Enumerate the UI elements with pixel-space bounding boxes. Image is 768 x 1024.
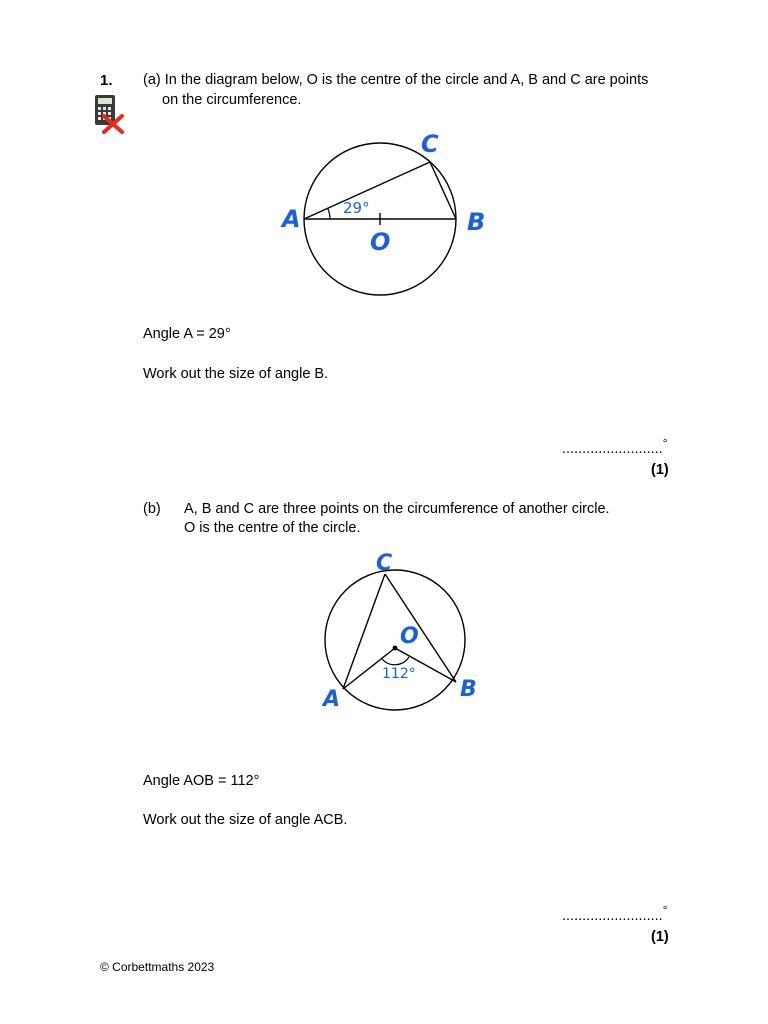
part-b-label: (b) [143,501,161,517]
answer-dots: ......................... [562,441,663,457]
footer-copyright: © Corbettmaths 2023 [100,960,215,974]
part-a-intro-line2: on the circumference. [162,92,302,108]
point-b-label: B [460,677,477,702]
angle-aob-label: 112° [382,666,416,682]
part-b-intro-line1: A, B and C are three points on the circumference of another circle. [184,501,610,517]
chord-cb [430,162,456,219]
part-b-intro-line2: O is the centre of the circle. [184,520,361,536]
part-a-intro-text: In the diagram below, O is the centre of the circle and A, B and C are points [164,72,649,88]
degree-symbol: ° [662,903,668,918]
question-number: 1. [100,72,113,89]
circle-b [325,570,465,710]
angle-a-arc [328,208,330,219]
part-a-label: (a) [143,72,161,88]
diagram-a [270,126,500,306]
part-a-marks: (1) [651,462,669,478]
point-o-label: O [400,624,419,649]
point-o-label: O [370,228,391,256]
part-a-intro-line1 [143,72,648,88]
calculator-not-allowed-icon [92,94,128,134]
centre-point [393,646,398,651]
part-b-answer-line[interactable] [562,903,668,924]
point-c-label: C [421,130,439,158]
degree-symbol: ° [662,436,668,451]
point-a-label: A [323,687,341,712]
diagram-b [310,548,490,718]
part-a-task: Work out the size of angle B. [143,366,329,382]
point-a-label: A [282,205,301,233]
part-a-answer-line[interactable] [562,436,668,457]
answer-dots: ......................... [562,908,663,924]
point-b-label: B [467,208,486,236]
part-a-given: Angle A = 29° [143,326,231,342]
part-b-task: Work out the size of angle ACB. [143,812,348,828]
angle-a-label: 29° [343,199,370,217]
angle-aob-arc [382,657,409,665]
part-b-marks: (1) [651,929,669,945]
part-b-given: Angle AOB = 112° [143,773,260,789]
point-c-label: C [376,551,393,576]
